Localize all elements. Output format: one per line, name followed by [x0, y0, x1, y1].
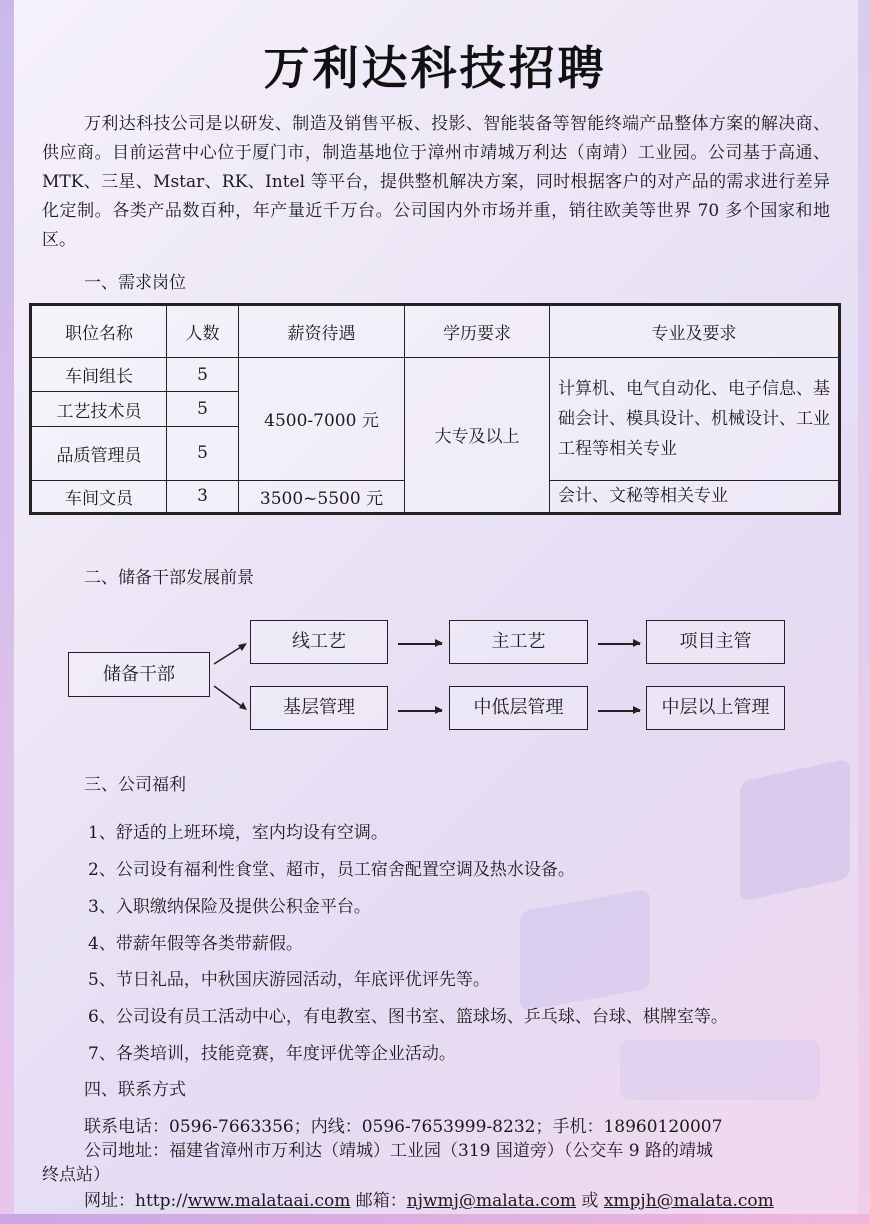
section-heading-positions: 一、需求岗位 [84, 273, 186, 293]
career-box-project-manager: 项目主管 [646, 620, 785, 664]
laptop-illustration [740, 758, 850, 901]
section-heading-benefits: 三、公司福利 [84, 775, 186, 795]
job-table [31, 305, 839, 513]
specialty-cell: 计算机、电气自动化、电子信息、基础会计、模具设计、机械设计、工业工程等相关专业 [550, 357, 839, 480]
salary-cell: 3500~5500 元 [239, 480, 405, 512]
benefit-item: 4、带薪年假等各类带薪假。 [88, 934, 303, 954]
section-heading-contact: 四、联系方式 [84, 1080, 186, 1100]
arrow-icon [598, 643, 640, 645]
specialty-cell: 会计、文秘等相关专业 [550, 480, 839, 512]
branch-arrows [210, 640, 250, 715]
arrow-icon [398, 710, 442, 712]
section-heading-career: 二、储备干部发展前景 [84, 568, 254, 588]
email-label: 邮箱： [350, 1191, 407, 1211]
web-label: 网址：http:// [84, 1191, 188, 1211]
arrow-icon [398, 643, 442, 645]
or-text: 或 [576, 1191, 604, 1211]
position-cell: 工艺技术员 [32, 392, 167, 427]
count-cell: 5 [167, 426, 239, 480]
table-header: 薪资待遇 [239, 306, 405, 358]
email-link[interactable]: njwmj@malata.com [406, 1191, 577, 1211]
right-frame [858, 0, 870, 1224]
arrow-icon [598, 710, 640, 712]
table-header: 职位名称 [32, 306, 167, 358]
career-root-box: 储备干部 [68, 652, 210, 697]
career-box-mid-management: 中低层管理 [449, 686, 588, 730]
contact-web-email [84, 1186, 774, 1211]
count-cell: 3 [167, 480, 239, 512]
career-box-basic-management: 基层管理 [250, 686, 388, 730]
website-link[interactable]: www.malataai.com [187, 1191, 351, 1211]
email-link[interactable]: xmpjh@malata.com [603, 1191, 774, 1211]
position-cell: 车间文员 [32, 480, 167, 512]
contact-phone: 联系电话：0596-7663356；内线：0596-7653999-8232；手机：18960120007 [84, 1117, 723, 1137]
count-cell: 5 [167, 357, 239, 392]
contact-address-cont: 终点站） [42, 1165, 110, 1185]
table-header-row [32, 306, 839, 358]
benefit-item: 7、各类培训，技能竞赛，年度评优等企业活动。 [88, 1044, 456, 1064]
page-title: 万利达科技招聘 [263, 41, 607, 95]
desk-illustration [620, 1040, 820, 1100]
table-header: 人数 [167, 306, 239, 358]
benefit-item: 3、入职缴纳保险及提供公积金平台。 [88, 897, 371, 917]
career-box-senior-management: 中层以上管理 [646, 686, 785, 730]
career-box-main-process: 主工艺 [449, 620, 588, 664]
table-header: 专业及要求 [550, 306, 839, 358]
salary-cell: 4500-7000 元 [239, 357, 405, 480]
benefit-item: 5、节日礼品，中秋国庆游园活动，年底评优评先等。 [88, 970, 490, 990]
career-box-line-process: 线工艺 [250, 620, 388, 664]
table-header: 学历要求 [405, 306, 550, 358]
bottom-frame [0, 1214, 870, 1224]
position-cell: 品质管理员 [32, 426, 167, 480]
benefit-item: 6、公司设有员工活动中心，有电教室、图书室、篮球场、乒乓球、台球、棋牌室等。 [88, 1007, 728, 1027]
table-row [32, 357, 839, 392]
position-cell: 车间组长 [32, 357, 167, 392]
laptop-illustration [520, 889, 650, 1012]
left-frame [0, 0, 14, 1224]
count-cell: 5 [167, 392, 239, 427]
contact-address: 公司地址：福建省漳州市万利达（靖城）工业园（319 国道旁）（公交车 9 路的靖城 [84, 1141, 713, 1161]
company-intro: 万利达科技公司是以研发、制造及销售平板、投影、智能装备等智能终端产品整体方案的解决商、供应商。目前运营中心位于厦门市，制造基地位于漳州市靖城万利达（南靖）工业园。公司基于高通、MTK、三星、Mstar、RK、Intel 等平台，提供整机解决方案，同时根据客户的对产品的需求进行差异化定制。各类产品数百种，年产量近千万台。公司国内外市场并重，销往欧美等世界 70 多个国家和地区。 [42, 114, 830, 250]
benefit-item: 2、公司设有福利性食堂、超市，员工宿舍配置空调及热水设备。 [88, 860, 575, 880]
benefit-item: 1、舒适的上班环境，室内均设有空调。 [88, 823, 388, 843]
education-cell: 大专及以上 [405, 357, 550, 512]
